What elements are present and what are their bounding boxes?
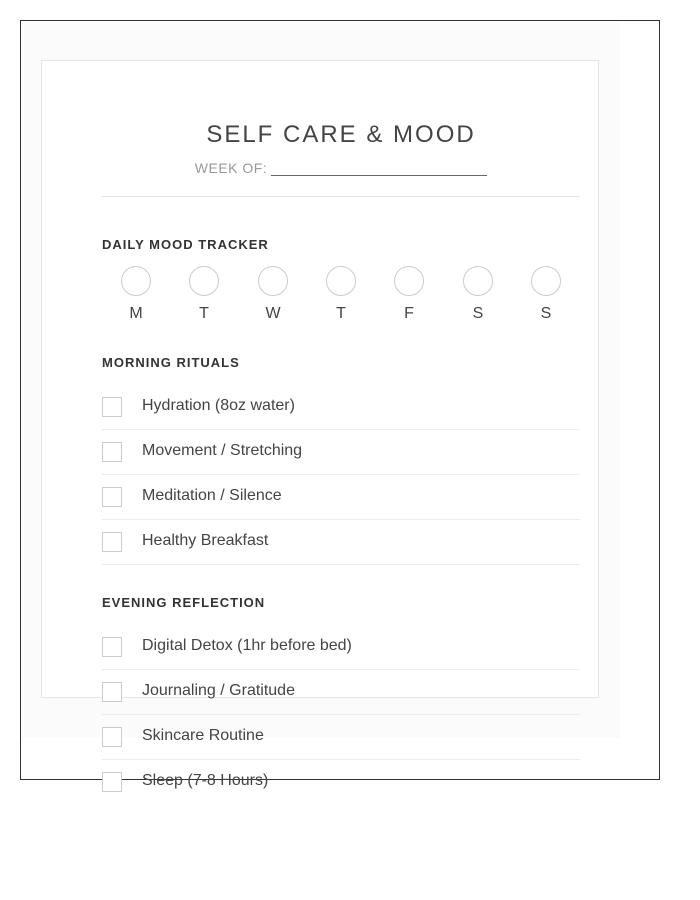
mood-day-label: T: [199, 305, 209, 322]
checkbox[interactable]: [102, 682, 122, 702]
checklist-label: Meditation / Silence: [142, 487, 282, 504]
mood-day-tuesday: [184, 266, 224, 323]
morning-ritual-item[interactable]: [102, 475, 580, 520]
checklist-label: Journaling / Gratitude: [142, 682, 295, 699]
checklist-label: Hydration (8oz water): [142, 397, 295, 414]
mood-day-wednesday: [253, 266, 293, 323]
mood-tracker-row: [102, 266, 580, 330]
morning-ritual-item[interactable]: [102, 430, 580, 475]
mood-day-monday: [116, 266, 156, 323]
checkbox[interactable]: [102, 487, 122, 507]
evening-reflection-item[interactable]: [102, 760, 580, 805]
mood-day-label: T: [336, 305, 346, 322]
mood-day-label: S: [472, 305, 484, 322]
mood-circle[interactable]: [326, 266, 356, 296]
mood-day-sunday: [526, 266, 566, 323]
mood-circle[interactable]: [189, 266, 219, 296]
header-divider: [102, 196, 580, 197]
checklist-label: Healthy Breakfast: [142, 532, 269, 549]
checkbox[interactable]: [102, 397, 122, 417]
checkbox[interactable]: [102, 727, 122, 747]
morning-rituals-title: MORNING RITUALS: [102, 355, 240, 370]
checkbox[interactable]: [102, 772, 122, 792]
morning-ritual-item[interactable]: [102, 385, 580, 430]
checkbox[interactable]: [102, 532, 122, 552]
mood-circle[interactable]: [531, 266, 561, 296]
checklist-label: Skincare Routine: [142, 727, 264, 744]
checklist-label: Digital Detox (1hr before bed): [142, 637, 352, 654]
evening-reflection-item[interactable]: [102, 670, 580, 715]
mood-circle[interactable]: [394, 266, 424, 296]
evening-reflection-item[interactable]: [102, 715, 580, 760]
mood-circle[interactable]: [121, 266, 151, 296]
week-of-field: [102, 160, 580, 176]
checkbox[interactable]: [102, 637, 122, 657]
evening-reflection-item[interactable]: [102, 625, 580, 670]
checklist-label: Sleep (7-8 Hours): [142, 772, 269, 789]
morning-ritual-item[interactable]: [102, 520, 580, 565]
checkbox[interactable]: [102, 442, 122, 462]
week-of-label: WEEK OF:: [194, 160, 268, 176]
mood-day-friday: [389, 266, 429, 323]
mood-circle[interactable]: [258, 266, 288, 296]
mood-day-label: F: [404, 305, 414, 322]
mood-day-label: W: [265, 305, 281, 322]
mood-day-label: M: [129, 305, 143, 322]
mood-day-thursday: [321, 266, 361, 323]
mood-circle[interactable]: [463, 266, 493, 296]
page-title: SELF CARE & MOOD: [206, 121, 476, 148]
mood-day-saturday: [458, 266, 498, 323]
checklist-label: Movement / Stretching: [142, 442, 303, 459]
week-of-blank-line[interactable]: [271, 161, 487, 176]
mood-tracker-title: DAILY MOOD TRACKER: [102, 237, 269, 252]
evening-reflection-title: EVENING REFLECTION: [102, 595, 266, 610]
mood-day-label: S: [540, 305, 552, 322]
